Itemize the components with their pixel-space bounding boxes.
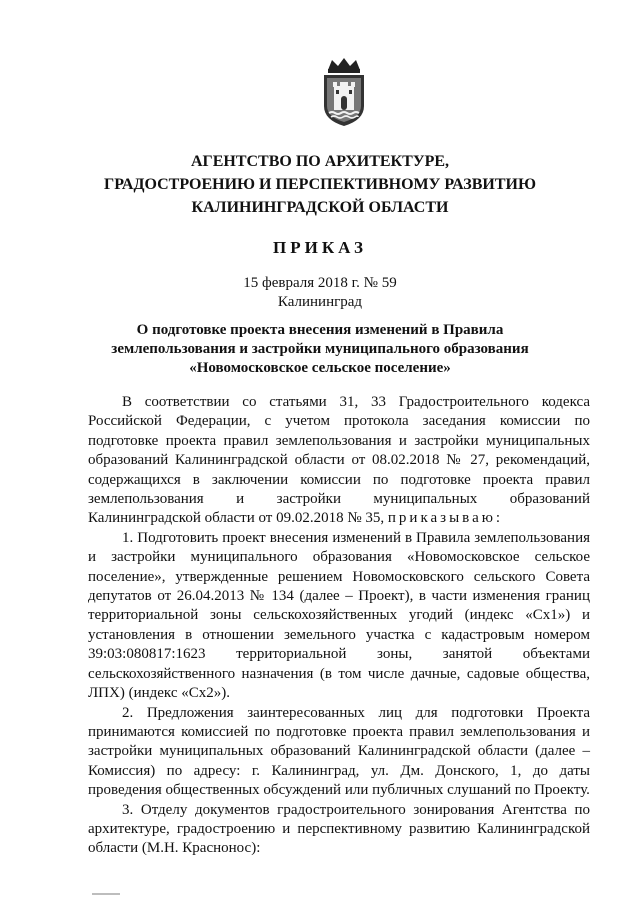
subject-line: О подготовке проекта внесения изменений в Правила [136,322,504,338]
order-subject [60,321,580,378]
order-item-2: 2. Предложения заинтересованных лиц для подготовки Проекта принимаются комиссией по подготовке проекта правил землепользования и застройки муниципальных образований Калининградской области (далее – Комиссия) по адресу: г. Калининград, ул. Дм. Донского, 1, до даты проведения общественных обсуждений или публичных слушаний по Проекту. [88,704,590,799]
order-body [88,393,590,859]
order-item-3: 3. Отделу документов градостроительного зонирования Агентства по архитектуре, градостроению и перспективному развитию Калининградской области (М.Н. Краснонос): [88,801,590,857]
order-date-number: 15 февраля 2018 г. № 59 [243,275,397,291]
agency-name [60,150,580,219]
subject-line: «Новомосковское сельское поселение» [189,360,451,376]
orders-word: приказываю: [387,510,504,527]
agency-line: АГЕНТСТВО ПО АРХИТЕКТУРЕ, [190,153,450,170]
preamble-text: В соответствии со статьями 31, 33 Градостроительного кодекса Российской Федерации, с учетом протокола заседания комиссии по подготовке проекта правил землепользования и застройки муниципальных образований Калининградской области от 08.02.2018 № 27, рекомендаций, содержащихся в заключении комиссии по подготовке проекта правил землепользования и застройки муниципальных образований Калининградской области от 09.02.2018 № 35, [88,394,590,527]
order-item-1: 1. Подготовить проект внесения изменений в Правила землепользования и застройки муниципального образования «Новомосковское сельское поселение», утвержденные решением Новомосковского сельского Совета депутатов от 26.04.2013 № 134 (далее – Проект), в части изменения границ территориальной зоны сельскохозяйственных угодий (индекс «Сх1») и установления в отношении земельного участка с кадастровым номером 39:03:080817:1623 территориальной зоны, занятой объектами сельскохозяйственного назначения (в том числе дачные, садовые общества, ЛПХ) (индекс «Сх2»). [88,529,590,702]
order-city: Калининград [277,294,363,310]
agency-line: ГРАДОСТРОЕНИЮ И ПЕРСПЕКТИВНОМУ РАЗВИТИЮ [104,176,536,193]
order-meta [60,274,580,312]
agency-line: КАЛИНИНГРАДСКОЙ ОБЛАСТИ [191,199,449,216]
scan-mark [92,893,120,895]
subject-line: землепользования и застройки муниципального образования [111,341,529,357]
coat-of-arms-emblem [318,56,370,128]
order-title: ПРИКАЗ [273,238,367,257]
preamble-paragraph [88,393,590,529]
